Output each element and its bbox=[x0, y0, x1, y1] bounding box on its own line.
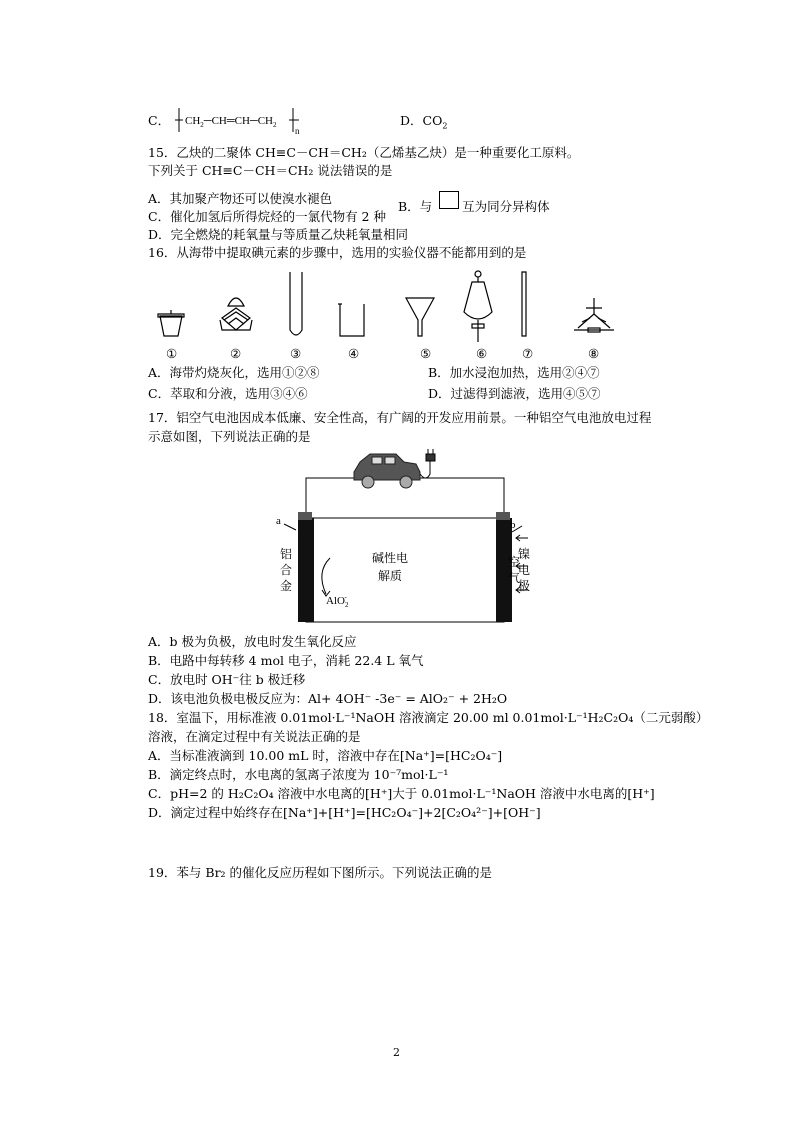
q14-option-d: D．$CO_2$ bbox=[400, 113, 448, 131]
glass-rod-icon bbox=[522, 272, 526, 336]
q18-option-c: C．pH=2 的 H₂C₂O₄ 溶液中水电离的[H⁺]大于 0.01mol·L⁻¹NaOH 溶液中水电离的[H⁺] bbox=[148, 786, 655, 801]
q16-option-d: D．过滤得到滤液，选用④⑤⑦ bbox=[428, 386, 601, 401]
q16-label-3: ③ bbox=[290, 346, 302, 361]
electrolyte-line-1: 碱性电 bbox=[372, 551, 409, 565]
electrode-a-cap bbox=[298, 512, 312, 520]
q17-option-d: D．该电池负极电极反应为：Al+ 4OH⁻ -3e⁻ = AlO₂⁻ + 2H₂O bbox=[148, 691, 508, 706]
right-electrode-char-1: 镍 bbox=[518, 547, 530, 561]
left-electrode-char-1: 铝 bbox=[280, 547, 293, 561]
funnel-icon bbox=[406, 298, 434, 336]
left-electrode-char-3: 金 bbox=[280, 579, 293, 593]
electrode-a-label: a bbox=[276, 515, 281, 527]
page-number: 2 bbox=[393, 1046, 400, 1059]
svg-text:CH2─CH═CH─CH2 bbox=[185, 115, 277, 129]
test-tube-icon bbox=[290, 272, 302, 335]
q18-stem-line1: 18．室温下，用标准液 0.01mol·L⁻¹NaOH 溶液滴定 20.00 ml 0.01mol·L⁻¹H₂C₂O₄（二元弱酸） bbox=[148, 710, 709, 725]
q18-stem-line2: 溶液，在滴定过程中有关说法正确的是 bbox=[148, 729, 361, 744]
q18-option-a: A．当标准液滴到 10.00 mL 时，溶液中存在[Na⁺]=[HC₂O₄⁻] bbox=[148, 748, 503, 763]
q17-stem-line2: 示意如图，下列说法正确的是 bbox=[148, 429, 311, 444]
square-structure-icon bbox=[439, 191, 459, 209]
crucible-icon bbox=[158, 310, 184, 336]
q16-label-1: ① bbox=[166, 346, 178, 361]
plug-icon bbox=[420, 449, 435, 478]
q14-polymer-n: n bbox=[295, 126, 300, 136]
q15-stem-line1: 15．乙炔的二聚体 CH≡C－CH＝CH₂（乙烯基乙炔）是一种重要化工原料。 bbox=[148, 145, 580, 160]
right-electrode-char-3: 极 bbox=[518, 579, 530, 593]
q16-label-7: ⑦ bbox=[522, 346, 534, 361]
q16-option-c: C．萃取和分液，选用③④⑥ bbox=[148, 386, 308, 401]
q14-polymer-part2: ─CH═CH─CH bbox=[203, 115, 274, 127]
air-label-2: 气 bbox=[508, 571, 521, 585]
q15-option-d: D．完全燃烧的耗氧量与等质量乙炔耗氧量相同 bbox=[148, 227, 409, 242]
car-icon bbox=[354, 454, 420, 488]
aluminate-ion-label: AlO$_2$- bbox=[326, 593, 349, 609]
a-pointer-arrow bbox=[284, 524, 296, 530]
beaker-icon bbox=[338, 304, 364, 336]
q15-stem-line2: 下列关于 CH≡C－CH＝CH₂ 说法错误的是 bbox=[148, 163, 393, 178]
q16-apparatus-figure bbox=[150, 268, 620, 344]
right-electrode-char-2: 电 bbox=[518, 563, 530, 577]
q16-stem: 16．从海带中提取碘元素的步骤中，选用的实验仪器不能都用到的是 bbox=[148, 245, 527, 260]
q17-stem-line1: 17．铝空气电池因成本低廉、安全性高，有广阔的开发应用前景。一种铝空气电池放电过程 bbox=[148, 410, 652, 425]
q14-polymer-structure bbox=[175, 104, 315, 136]
clay-triangle-icon bbox=[574, 298, 614, 332]
aluminum-alloy-electrode bbox=[298, 518, 314, 622]
ion-curved-arrow bbox=[322, 558, 330, 594]
q19-stem: 19．苯与 Br₂ 的催化反应历程如下图所示。下列说法正确的是 bbox=[148, 865, 493, 880]
burner-stand-icon bbox=[220, 298, 252, 330]
air-label-1: 空 bbox=[508, 555, 521, 569]
q15-option-c: C．催化加氢后所得烷烃的一氯代物有 2 种 bbox=[148, 209, 386, 224]
q16-label-4: ④ bbox=[348, 346, 360, 361]
q18-option-b: B．滴定终点时，水电离的氢离子浓度为 10⁻⁷mol·L⁻¹ bbox=[148, 767, 449, 782]
q15-option-b: B．与 互为同分异构体 bbox=[398, 191, 550, 215]
q17-option-a: A．b 极为负极，放电时发生氧化反应 bbox=[148, 634, 357, 649]
left-electrode-char-2: 合 bbox=[280, 563, 293, 577]
q14-polymer-part1: CH bbox=[185, 115, 201, 127]
q17-option-c: C．放电时 OH⁻往 b 极迁移 bbox=[148, 672, 306, 687]
q14-polymer-sub1: 2 bbox=[200, 121, 204, 129]
q16-option-a: A．海带灼烧灰化，选用①②⑧ bbox=[148, 365, 320, 380]
q16-label-5: ⑤ bbox=[420, 346, 432, 361]
q17-battery-diagram bbox=[270, 446, 530, 628]
q16-label-6: ⑥ bbox=[476, 346, 488, 361]
q18-option-d: D．滴定过程中始终存在[Na⁺]+[H⁺]=[HC₂O₄⁻]+2[C₂O₄²⁻]+[OH⁻] bbox=[148, 805, 541, 820]
q17-option-b: B．电路中每转移 4 mol 电子，消耗 22.4 L 氧气 bbox=[148, 653, 424, 668]
q16-label-8: ⑧ bbox=[588, 346, 600, 361]
q15-option-a: A．其加聚产物还可以使溴水褪色 bbox=[148, 191, 333, 206]
q14-option-c-label: C． bbox=[148, 113, 171, 128]
q16-label-2: ② bbox=[230, 346, 242, 361]
q14-polymer-sub2: 2 bbox=[273, 121, 277, 129]
electrolyte-line-2: 解质 bbox=[378, 569, 403, 583]
electrode-b-label: b bbox=[510, 519, 516, 531]
separatory-funnel-icon bbox=[464, 271, 492, 342]
q16-option-b: B．加水浸泡加热，选用②④⑦ bbox=[428, 365, 600, 380]
electrode-b-cap bbox=[496, 512, 510, 520]
nickel-electrode bbox=[496, 518, 512, 622]
